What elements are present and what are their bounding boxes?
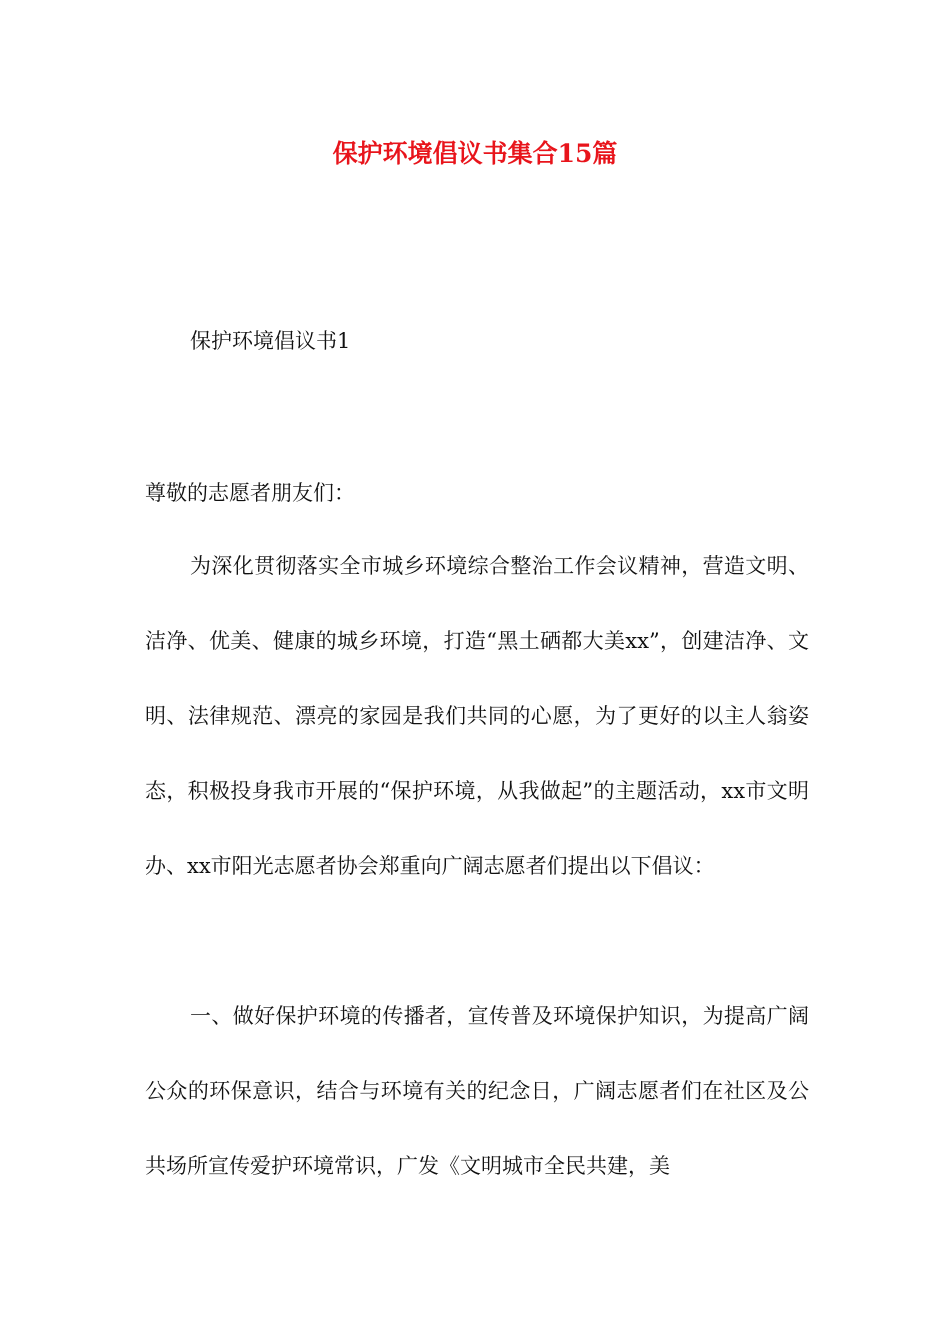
- body-paragraph: 为深化贯彻落实全市城乡环境综合整治工作会议精神，营造文明、洁净、优美、健康的城乡环境，打造“黑土硒都大美xx”，创建洁净、文明、法律规范、漂亮的家园是我们共同的心愿，为了更好的以主人翁姿态，积极投身我市开展的“保护环境，从我做起”的主题活动，xx市文明办、xx市阳光志愿者协会郑重向广阔志愿者们提出以下倡议：: [145, 554, 809, 878]
- body-paragraph: 一、做好保护环境的传播者，宣传普及环境保护知识，为提高广阔公众的环保意识，结合与环境有关的纪念日，广阔志愿者们在社区及公共场所宣传爱护环境常识，广发《文明城市全民共建，美: [145, 1004, 809, 1178]
- document-title: 保护环境倡议书集合15篇: [332, 139, 618, 168]
- salutation: 尊敬的志愿者朋友们：: [145, 481, 355, 505]
- section-heading: 保护环境倡议书1: [190, 329, 351, 353]
